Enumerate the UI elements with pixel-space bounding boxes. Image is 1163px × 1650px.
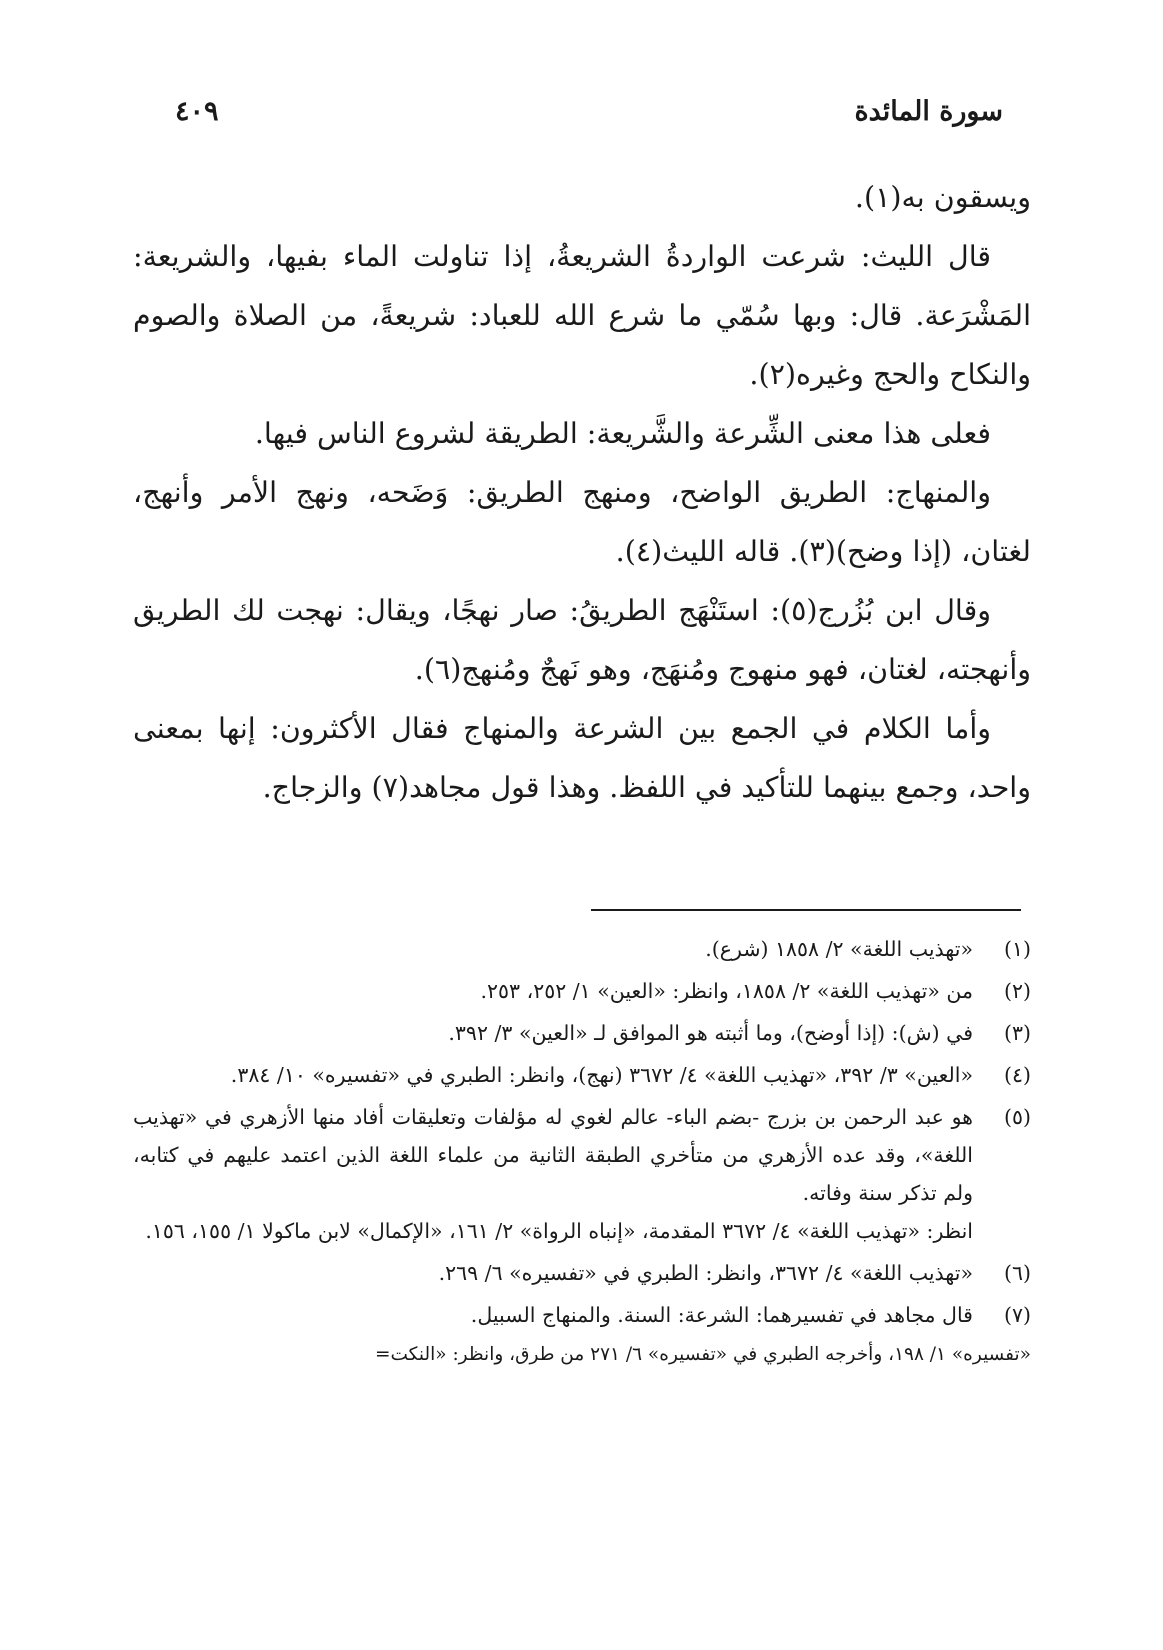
- footnote-number: (٦): [1003, 1261, 1031, 1285]
- footnote-number: (١): [1003, 937, 1031, 961]
- page-header: [175, 96, 1003, 146]
- footnote-number: (٧): [1003, 1303, 1031, 1327]
- footnote-text: قال مجاهد في تفسيرهما: الشرعة: السنة. والمنهاج السبيل.: [470, 1303, 973, 1327]
- footnotes: [133, 930, 1031, 1372]
- footnote: [133, 1254, 1031, 1292]
- footnote-text: «تهذيب اللغة» ٢/ ١٨٥٨ (شرع).: [705, 937, 973, 961]
- surah-title: سورة المائدة: [854, 96, 1003, 127]
- footnote-continuation: «تفسيره» ١/ ١٩٨، وأخرجه الطبري في «تفسيره» ٦/ ٢٧١ من طرق، وانظر: «النكت=: [375, 1344, 1031, 1365]
- footnote-number: (٣): [1003, 1021, 1031, 1045]
- footnote-text: «العين» ٣/ ٣٩٢، «تهذيب اللغة» ٤/ ٣٦٧٢ (نهج)، وانظر: الطبري في «تفسيره» ١٠/ ٣٨٤.: [230, 1063, 973, 1087]
- footnote-text: هو عبد الرحمن بن بزرج -بضم الباء- عالم لغوي له مؤلفات وتعليقات أفاد منها الأزهري في «تهذيب اللغة»، وقد عده الأزهري من متأخري الطبقة الثانية من علماء اللغة الذين اعتمد عليهم في كتابه، ولم تذكر سنة وفاته.: [133, 1105, 973, 1205]
- paragraph: قال الليث: شرعت الواردةُ الشريعةُ، إذا تناولت الماء بفيها، والشريعة: المَشْرَعة. قال: وبها سُمّي ما شرع الله للعباد: شريعةً، من الصلاة والصوم والنكاح والحج وغيره(٢).: [133, 240, 1031, 391]
- paragraph: فعلى هذا معنى الشِّرعة والشَّريعة: الطريقة لشروع الناس فيها.: [254, 417, 991, 450]
- paragraph: والمنهاج: الطريق الواضح، ومنهج الطريق: وَضَحه، ونهج الأمر وأنهج، لغتان، (إذا وضح)(٣). قاله الليث(٤).: [133, 476, 1031, 568]
- footnote: [133, 930, 1031, 968]
- footnote-divider: [591, 909, 1021, 911]
- footnote-number: (٤): [1003, 1063, 1031, 1087]
- footnote-number: (٢): [1003, 979, 1031, 1003]
- footnote: [133, 972, 1031, 1010]
- footnote-text: في (ش): (إذا أوضح)، وما أثبته هو الموافق لـ «العين» ٣/ ٣٩٢.: [448, 1021, 973, 1045]
- paragraph: ويسقون به(١).: [854, 181, 1031, 214]
- main-text: [133, 168, 1031, 817]
- footnote: [133, 1098, 1031, 1250]
- footnote: [133, 1296, 1031, 1334]
- footnote-number: (٥): [1003, 1105, 1031, 1129]
- paragraph: وقال ابن بُزُرج(٥): استَنْهَج الطريقُ: صار نهجًا، ويقال: نهجت لك الطريق وأنهجته، لغتان، فهو منهوج ومُنهَج، وهو نَهجٌ ومُنهج(٦).: [133, 594, 1031, 686]
- paragraph: وأما الكلام في الجمع بين الشرعة والمنهاج فقال الأكثرون: إنها بمعنى واحد، وجمع بينهما للتأكيد في اللفظ. وهذا قول مجاهد(٧) والزجاج.: [133, 712, 1031, 804]
- footnote-reference: انظر: «تهذيب اللغة» ٤/ ٣٦٧٢ المقدمة، «إنباه الرواة» ٢/ ١٦١، «الإكمال» لابن ماكولا ١/ ١٥٥، ١٥٦.: [145, 1219, 973, 1243]
- footnote-text: «تهذيب اللغة» ٤/ ٣٦٧٢، وانظر: الطبري في «تفسيره» ٦/ ٢٦٩.: [438, 1261, 973, 1285]
- footnote-text: من «تهذيب اللغة» ٢/ ١٨٥٨، وانظر: «العين» ١/ ٢٥٢، ٢٥٣.: [480, 979, 973, 1003]
- footnote: [133, 1014, 1031, 1052]
- footnote: [133, 1056, 1031, 1094]
- page-number: ٤٠٩: [175, 96, 219, 127]
